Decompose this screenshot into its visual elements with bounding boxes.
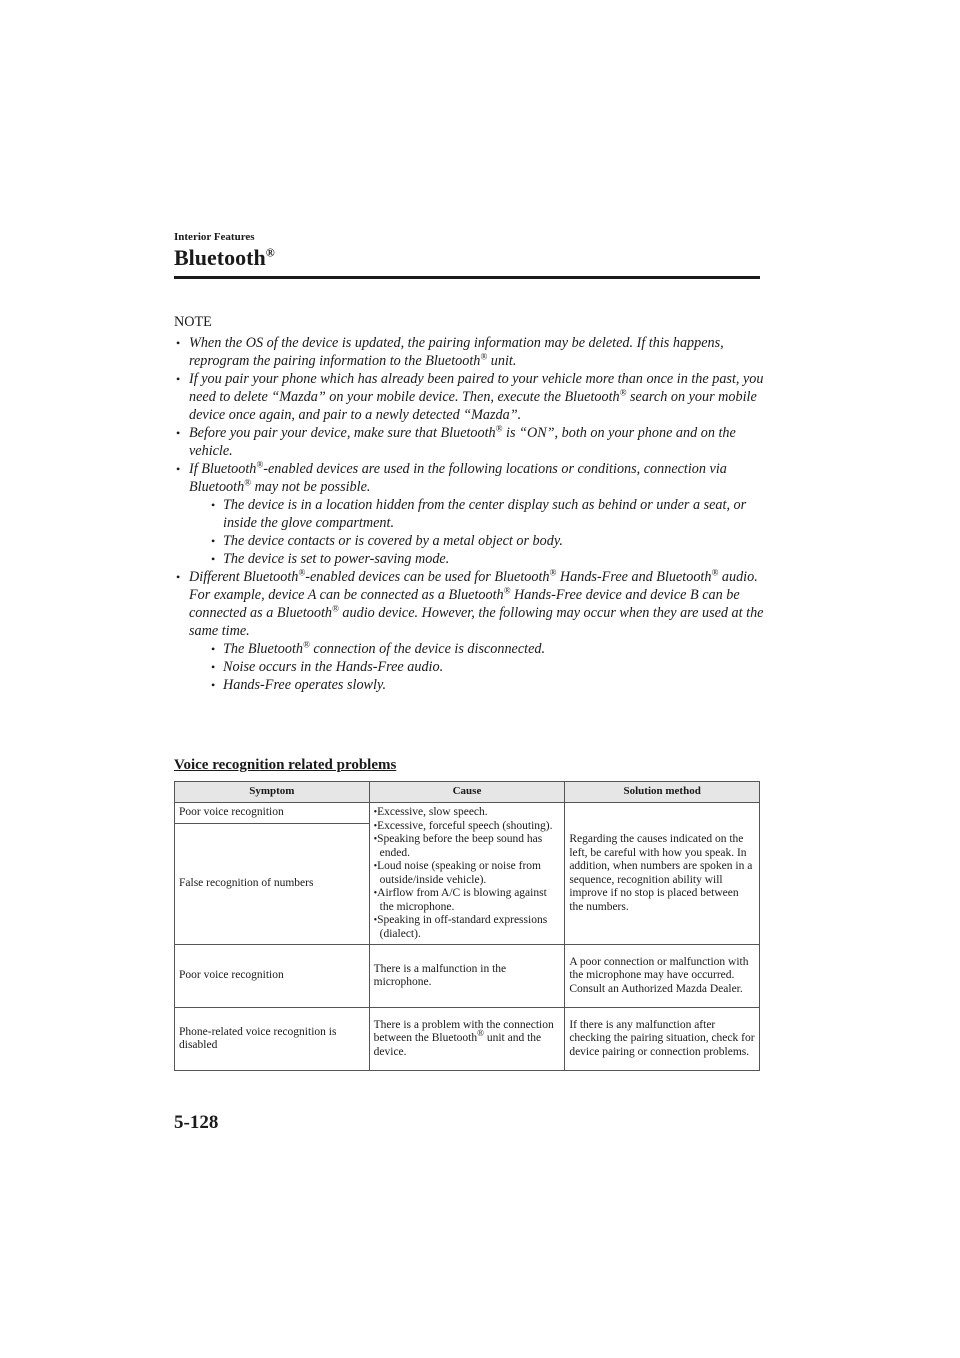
title-divider bbox=[174, 276, 760, 279]
cause-item: • Loud noise (speaking or noise from outside/inside vehicle). bbox=[374, 860, 561, 887]
cause-item: • Airflow from A/C is blowing against the microphone. bbox=[374, 887, 561, 914]
cause-item: • Excessive, slow speech. bbox=[374, 806, 561, 820]
cause-item: • Speaking in off-standard expressions (dialect). bbox=[374, 914, 561, 941]
cause-cell: There is a problem with the connection between the Bluetooth® unit and the device. bbox=[369, 1008, 565, 1071]
table-row bbox=[175, 1008, 760, 1071]
note-subitem: • The device contacts or is covered by a metal object or body. bbox=[211, 533, 563, 549]
voice-recognition-table bbox=[174, 781, 760, 1071]
note-subitem: • Hands-Free operates slowly. bbox=[211, 677, 387, 693]
column-header-solution: Solution method bbox=[565, 782, 760, 803]
note-heading: NOTE bbox=[174, 314, 212, 330]
cause-item: • Excessive, forceful speech (shouting). bbox=[374, 820, 561, 834]
note-subitem: • The Bluetooth® connection of the device is disconnected. bbox=[211, 639, 546, 657]
registered-mark: ® bbox=[265, 245, 275, 260]
symptom-cell: Poor voice recognition bbox=[175, 803, 370, 824]
table-heading: Voice recognition related problems bbox=[174, 757, 397, 773]
page-title: Bluetooth® bbox=[174, 245, 275, 270]
section-label: Interior Features bbox=[174, 231, 255, 243]
solution-cell: Regarding the causes indicated on the left, be careful with how you speak. In addition, when numbers are spoken in a sequence, recognition ability will improve if no stop is placed between the numbers. bbox=[565, 803, 760, 945]
note-item: • If Bluetooth®-enabled devices are used in the following locations or conditions, connection via Bluetooth® may not be possible. • The device is in a location hidden from the center display such as behind or under a seat, or inside the glove compartment. • The device contacts or is covered by a metal object or body. • The device is set to power-saving mode. bbox=[174, 460, 764, 568]
symptom-cell: Phone-related voice recognition is disabled bbox=[175, 1008, 370, 1071]
solution-cell: If there is any malfunction after checking the pairing situation, check for device pairing or connection problems. bbox=[565, 1008, 760, 1071]
solution-cell: A poor connection or malfunction with the microphone may have occurred. Consult an Authorized Mazda Dealer. bbox=[565, 945, 760, 1008]
table-row bbox=[175, 945, 760, 1008]
table-header-row bbox=[175, 782, 760, 803]
cause-cell bbox=[369, 803, 565, 945]
table-row bbox=[175, 803, 760, 824]
note-subitem: • The device is in a location hidden from the center display such as behind or under a seat, or inside the glove compartment. bbox=[211, 497, 747, 531]
symptom-cell: False recognition of numbers bbox=[175, 824, 370, 945]
symptom-cell: Poor voice recognition bbox=[175, 945, 370, 1008]
cause-item: • Speaking before the beep sound has ended. bbox=[374, 833, 561, 860]
note-item: • If you pair your phone which has already been paired to your vehicle more than once in the past, you need to delete “Mazda” on your mobile device. Then, execute the Bluetooth® search on your mobile device once again, and pair to a newly detected “Mazda”. bbox=[176, 371, 764, 423]
cause-cell: There is a malfunction in the microphone. bbox=[369, 945, 565, 1008]
note-subitem: • Noise occurs in the Hands-Free audio. bbox=[211, 659, 444, 675]
note-item: • Different Bluetooth®-enabled devices can be used for Bluetooth® Hands-Free and Bluetooth® audio. For example, device A can be connected as a Bluetooth® Hands-Free device and device B can be connected as a Bluetooth® audio device. However, the following may occur when they are used at the same time. • The Bluetooth® connection of the device is disconnected. • Noise occurs in the Hands-Free audio. • Hands-Free operates slowly. bbox=[176, 567, 764, 693]
column-header-cause: Cause bbox=[369, 782, 565, 803]
note-item: • When the OS of the device is updated, the pairing information may be deleted. If this happens, reprogram the pairing information to the Bluetooth® unit. bbox=[176, 335, 724, 369]
column-header-symptom: Symptom bbox=[175, 782, 370, 803]
note-item: • Before you pair your device, make sure that Bluetooth® is “ON”, both on your phone and on the vehicle. bbox=[176, 423, 736, 459]
page-number: 5-128 bbox=[174, 1112, 219, 1133]
note-block bbox=[174, 313, 764, 694]
note-subitem: • The device is set to power-saving mode. bbox=[211, 551, 450, 567]
